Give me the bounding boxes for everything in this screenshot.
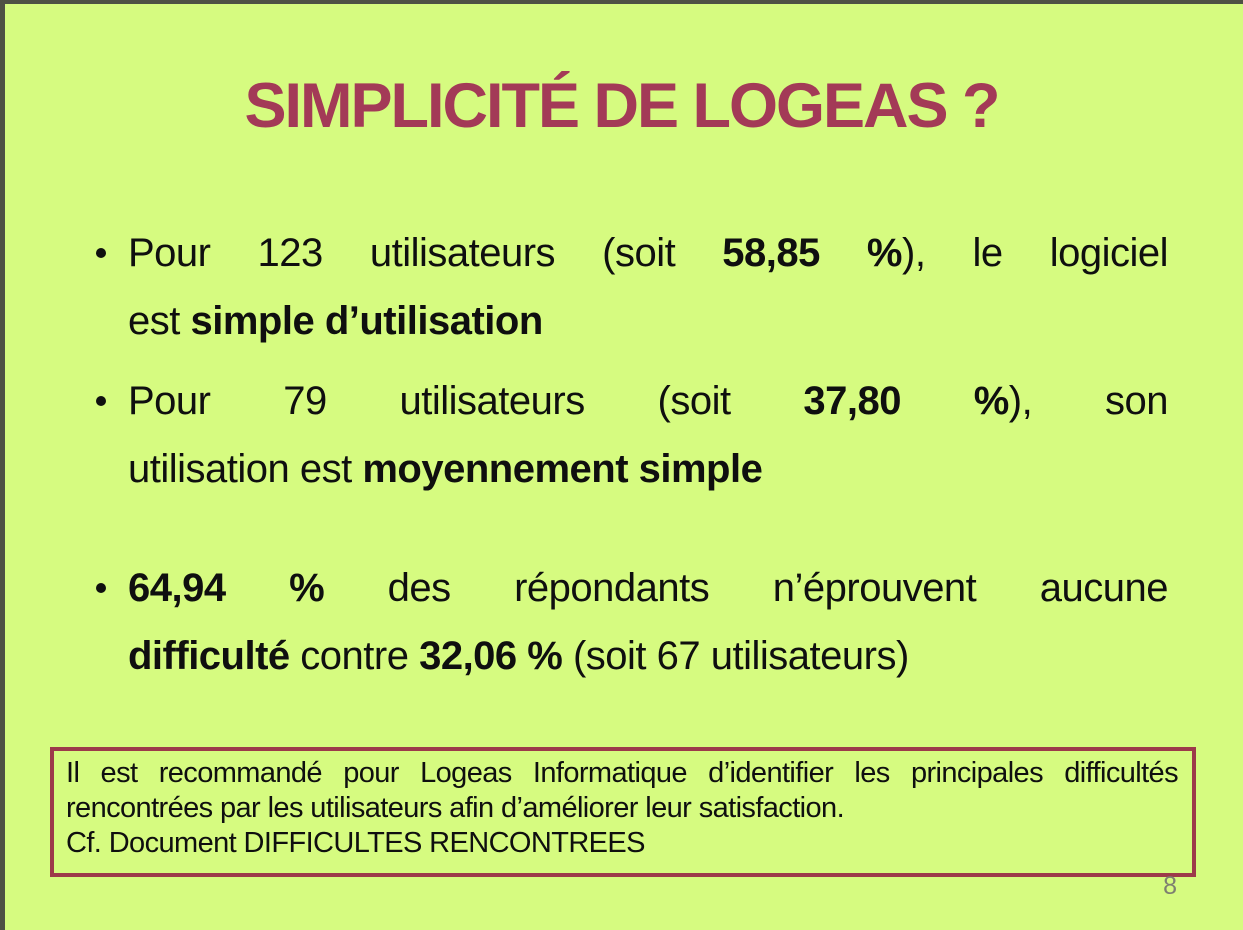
recommendation-box [50, 747, 1196, 877]
bold-text-segment: 58,85 % [722, 231, 902, 275]
bullet-list [92, 219, 1168, 690]
bold-text-segment: 64,94 % [128, 566, 325, 610]
text-line [66, 791, 1178, 826]
text-line [128, 435, 1168, 503]
bullet-dot [96, 583, 106, 593]
text-segment: contre [289, 634, 420, 678]
text-line [128, 219, 1168, 287]
text-segment: est [128, 299, 191, 343]
text-segment: Il est recommandé pour Logeas Informatique d’identifier les principales difficultés [66, 757, 1178, 789]
bullet-dot [96, 248, 106, 258]
slide-title: SIMPLICITÉ DE LOGEAS ? [244, 71, 999, 141]
bullet-dot [96, 396, 106, 406]
text-segment: rencontrées par les utilisateurs afin d’améliorer leur satisfaction. [66, 792, 845, 824]
bullet-item-2 [92, 367, 1168, 503]
bullet-item-1 [92, 219, 1168, 355]
text-segment: Cf. Document DIFFICULTES RENCONTREES [66, 827, 645, 859]
text-segment: Pour 79 utilisateurs (soit [128, 379, 804, 423]
text-line [128, 287, 1168, 355]
page-number: 8 [1163, 872, 1177, 900]
bold-text-segment: moyennement simple [362, 447, 763, 491]
bullet-text [128, 219, 1168, 355]
text-line [66, 826, 1178, 861]
text-segment: ), le logiciel [902, 231, 1168, 275]
text-segment: Pour 123 utilisateurs (soit [128, 231, 723, 275]
text-line [66, 756, 1178, 791]
text-line [128, 622, 1168, 690]
text-line [128, 554, 1168, 622]
bold-text-segment: simple d’utilisation [190, 299, 543, 343]
bullet-item-3 [92, 554, 1168, 690]
bold-text-segment: 37,80 % [803, 379, 1009, 423]
bold-text-segment: difficulté [128, 634, 290, 678]
text-segment: utilisation est [128, 447, 363, 491]
text-line [128, 367, 1168, 435]
text-segment: (soit 67 utilisateurs) [562, 634, 909, 678]
bullet-text [128, 367, 1168, 503]
bullet-text [128, 554, 1168, 690]
bold-text-segment: 32,06 % [419, 634, 563, 678]
text-segment: des répondants n’éprouvent aucune [324, 566, 1169, 610]
slide-top-edge [0, 0, 1243, 4]
text-segment: ), son [1008, 379, 1168, 423]
